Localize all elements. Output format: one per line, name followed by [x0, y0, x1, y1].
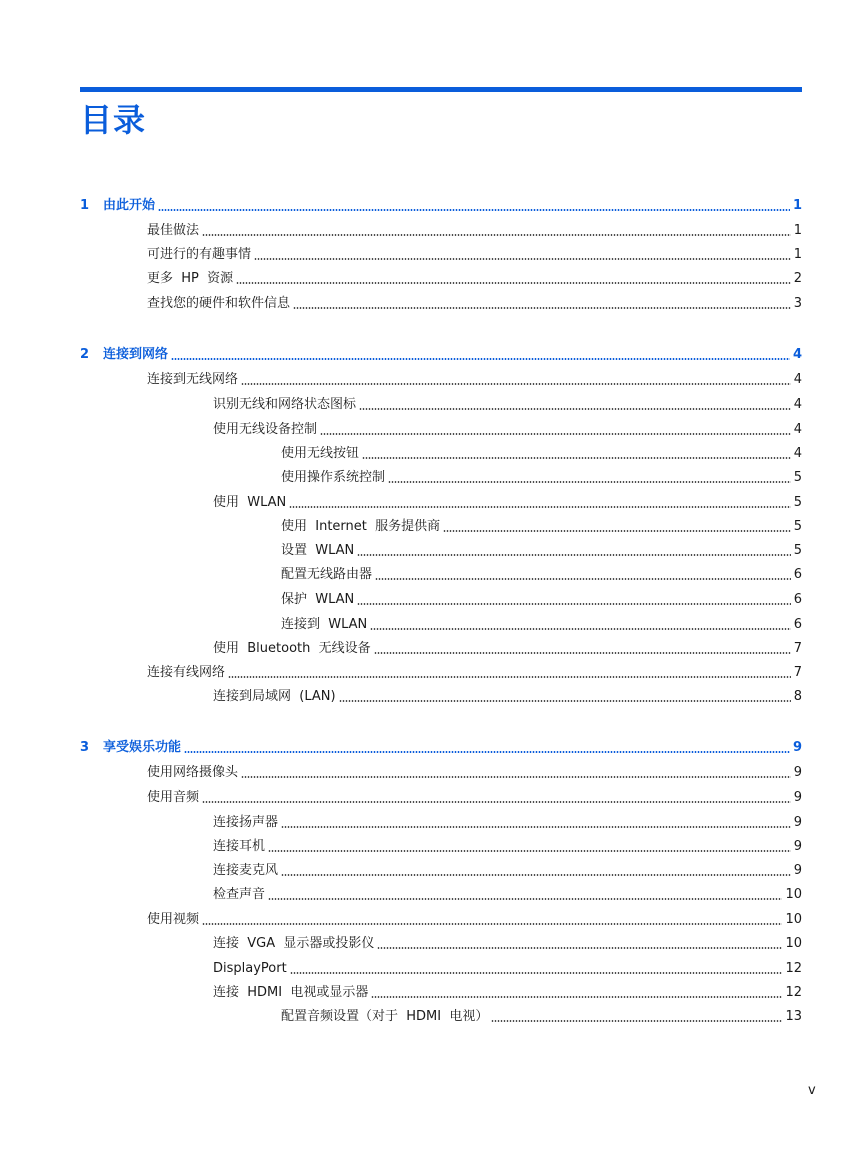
- toc-entry[interactable]: [147, 911, 802, 929]
- toc-page-number: 9: [793, 863, 802, 878]
- dot-leader: [371, 996, 782, 998]
- toc-entry-title: 连接耳机: [213, 839, 266, 854]
- dot-leader: [236, 282, 791, 284]
- toc-entry[interactable]: [147, 246, 802, 264]
- page-number: v: [808, 1083, 816, 1098]
- dot-leader: [293, 307, 791, 309]
- toc-page-number: 5: [793, 495, 802, 510]
- toc-page-number: 5: [793, 519, 802, 534]
- toc-entry[interactable]: [213, 935, 802, 953]
- dot-leader: [228, 676, 791, 678]
- toc-entry[interactable]: [147, 764, 802, 782]
- toc-chapter-entry[interactable]: [80, 197, 802, 215]
- toc-page-number: 10: [785, 887, 802, 902]
- toc-page-number: 9: [792, 740, 802, 755]
- toc-entry-title: 可进行的有趣事情: [147, 247, 252, 262]
- dot-leader: [290, 972, 783, 974]
- dot-leader: [241, 776, 791, 778]
- toc-chapter-entry[interactable]: [80, 739, 802, 757]
- chapter-number: 3: [80, 740, 90, 755]
- toc-entry[interactable]: [213, 396, 802, 414]
- dot-leader: [374, 652, 791, 654]
- toc-entry[interactable]: [213, 688, 802, 706]
- toc-entry-title: 连接到局域网 (LAN): [213, 689, 336, 704]
- toc-page-number: 3: [793, 296, 802, 311]
- dot-leader: [202, 234, 791, 236]
- toc-chapter-entry[interactable]: [80, 346, 802, 364]
- toc-entry-title: 使用视频: [147, 912, 200, 927]
- toc-entry-title: DisplayPort: [213, 961, 287, 976]
- toc-page-number: 9: [793, 839, 802, 854]
- dot-leader: [281, 874, 791, 876]
- toc-entry[interactable]: [213, 421, 802, 439]
- toc-page-number: 6: [793, 592, 802, 607]
- toc-page-number: 4: [793, 422, 802, 437]
- toc-page-number: 9: [793, 815, 802, 830]
- toc-entry[interactable]: [281, 542, 802, 560]
- dot-leader: [370, 628, 790, 630]
- toc-page-number: 4: [793, 372, 802, 387]
- toc-page-number: 1: [793, 247, 802, 262]
- toc-entry-title: 使用音频: [147, 790, 200, 805]
- dot-leader: [362, 457, 791, 459]
- toc-entry-title: 连接有线网络: [147, 665, 226, 680]
- dot-leader: [339, 700, 791, 702]
- toc-page-number: 12: [785, 961, 802, 976]
- dot-leader: [202, 801, 791, 803]
- toc-entry[interactable]: [147, 371, 802, 389]
- toc-entry[interactable]: [281, 469, 802, 487]
- toc-page-number: 6: [793, 617, 802, 632]
- toc-entry[interactable]: [213, 862, 802, 880]
- toc-entry[interactable]: [147, 664, 802, 682]
- toc-page-number: 5: [793, 543, 802, 558]
- dot-leader: [359, 408, 791, 410]
- toc-entry[interactable]: [213, 494, 802, 512]
- toc-page-number: 4: [792, 347, 802, 362]
- toc-entry-title: 检查声音: [213, 887, 266, 902]
- toc-page-number: 2: [793, 271, 802, 286]
- toc-page-number: 10: [785, 936, 802, 951]
- toc-entry[interactable]: [213, 814, 802, 832]
- toc-page-number: 10: [785, 912, 802, 927]
- toc-page-number: 8: [793, 689, 802, 704]
- toc-entry-title: 连接麦克风: [213, 863, 279, 878]
- dot-leader: [388, 481, 791, 483]
- dot-leader: [443, 530, 791, 532]
- toc-entry-title: 连接 HDMI 电视或显示器: [213, 985, 369, 1000]
- dot-leader: [289, 506, 790, 508]
- toc-entry-title: 设置 WLAN: [281, 543, 355, 558]
- toc-entry-title: 保护 WLAN: [281, 592, 355, 607]
- dot-leader: [357, 603, 790, 605]
- toc-entry-title: 使用无线按钮: [281, 446, 360, 461]
- toc-entry[interactable]: [147, 270, 802, 288]
- toc-entry-title: 连接扬声器: [213, 815, 279, 830]
- chapter-number: 1: [80, 198, 90, 213]
- toc-entry-title: 配置无线路由器: [281, 567, 373, 582]
- toc-entry[interactable]: [281, 566, 802, 584]
- toc-entry-title: 使用网络摄像头: [147, 765, 239, 780]
- toc-page-number: 5: [793, 470, 802, 485]
- dot-leader: [357, 554, 790, 556]
- toc-entry-title: 使用 Internet 服务提供商: [281, 519, 441, 534]
- toc-entry[interactable]: [281, 445, 802, 463]
- toc-page-number: 6: [793, 567, 802, 582]
- toc-entry[interactable]: [147, 222, 802, 240]
- toc-entry[interactable]: [213, 886, 802, 904]
- toc-page-number: 9: [793, 790, 802, 805]
- dot-leader: [377, 947, 782, 949]
- toc-entry-title: 使用 Bluetooth 无线设备: [213, 641, 371, 656]
- toc-page-number: 1: [792, 198, 802, 213]
- toc-page-number: 7: [793, 665, 802, 680]
- toc-entry-title: 查找您的硬件和软件信息: [147, 296, 291, 311]
- dot-leader: [268, 898, 782, 900]
- toc-entry[interactable]: [213, 640, 802, 658]
- dot-leader: [281, 826, 791, 828]
- toc-entry-title: 连接到无线网络: [147, 372, 239, 387]
- dot-leader: [254, 258, 791, 260]
- toc-entry-title: 使用无线设备控制: [213, 422, 318, 437]
- toc-entry[interactable]: [281, 518, 802, 536]
- dot-leader: [491, 1020, 782, 1022]
- toc-page-number: 4: [793, 397, 802, 412]
- toc-entry-title: 最佳做法: [147, 223, 200, 238]
- toc-entry-title: 配置音频设置（对于 HDMI 电视）: [281, 1009, 489, 1024]
- toc-page-number: 1: [793, 223, 802, 238]
- toc-entry[interactable]: [281, 591, 802, 609]
- chapter-number: 2: [80, 347, 90, 362]
- toc-entry-title: 识别无线和网络状态图标: [213, 397, 357, 412]
- toc-entry-title: 使用操作系统控制: [281, 470, 386, 485]
- page-title: 目录: [80, 101, 147, 139]
- toc-entry-title: 连接 VGA 显示器或投影仪: [213, 936, 375, 951]
- dot-leader: [158, 209, 790, 211]
- dot-leader: [268, 850, 791, 852]
- dot-leader: [375, 578, 791, 580]
- toc-page-number: 12: [785, 985, 802, 1000]
- toc-entry-title: 由此开始: [103, 198, 156, 213]
- toc-entry-title: 更多 HP 资源: [147, 271, 234, 286]
- dot-leader: [320, 433, 791, 435]
- toc-entry[interactable]: [147, 295, 802, 313]
- toc-entry-title: 使用 WLAN: [213, 495, 287, 510]
- dot-leader: [184, 751, 790, 753]
- toc-entry[interactable]: [281, 1008, 802, 1026]
- toc-page-number: 4: [793, 446, 802, 461]
- toc-entry[interactable]: [213, 984, 802, 1002]
- toc-entry[interactable]: [213, 960, 802, 978]
- toc-entry[interactable]: [213, 838, 802, 856]
- toc-entry[interactable]: [281, 616, 802, 634]
- toc-entry-title: 享受娱乐功能: [103, 740, 182, 755]
- toc-entry[interactable]: [147, 789, 802, 807]
- toc-page-number: 7: [793, 641, 802, 656]
- toc-page-number: 9: [793, 765, 802, 780]
- toc-entry-title: 连接到 WLAN: [281, 617, 368, 632]
- dot-leader: [241, 383, 791, 385]
- toc-entry-title: 连接到网络: [103, 347, 169, 362]
- toc-page-number: 13: [785, 1009, 802, 1024]
- dot-leader: [171, 358, 790, 360]
- dot-leader: [202, 923, 782, 925]
